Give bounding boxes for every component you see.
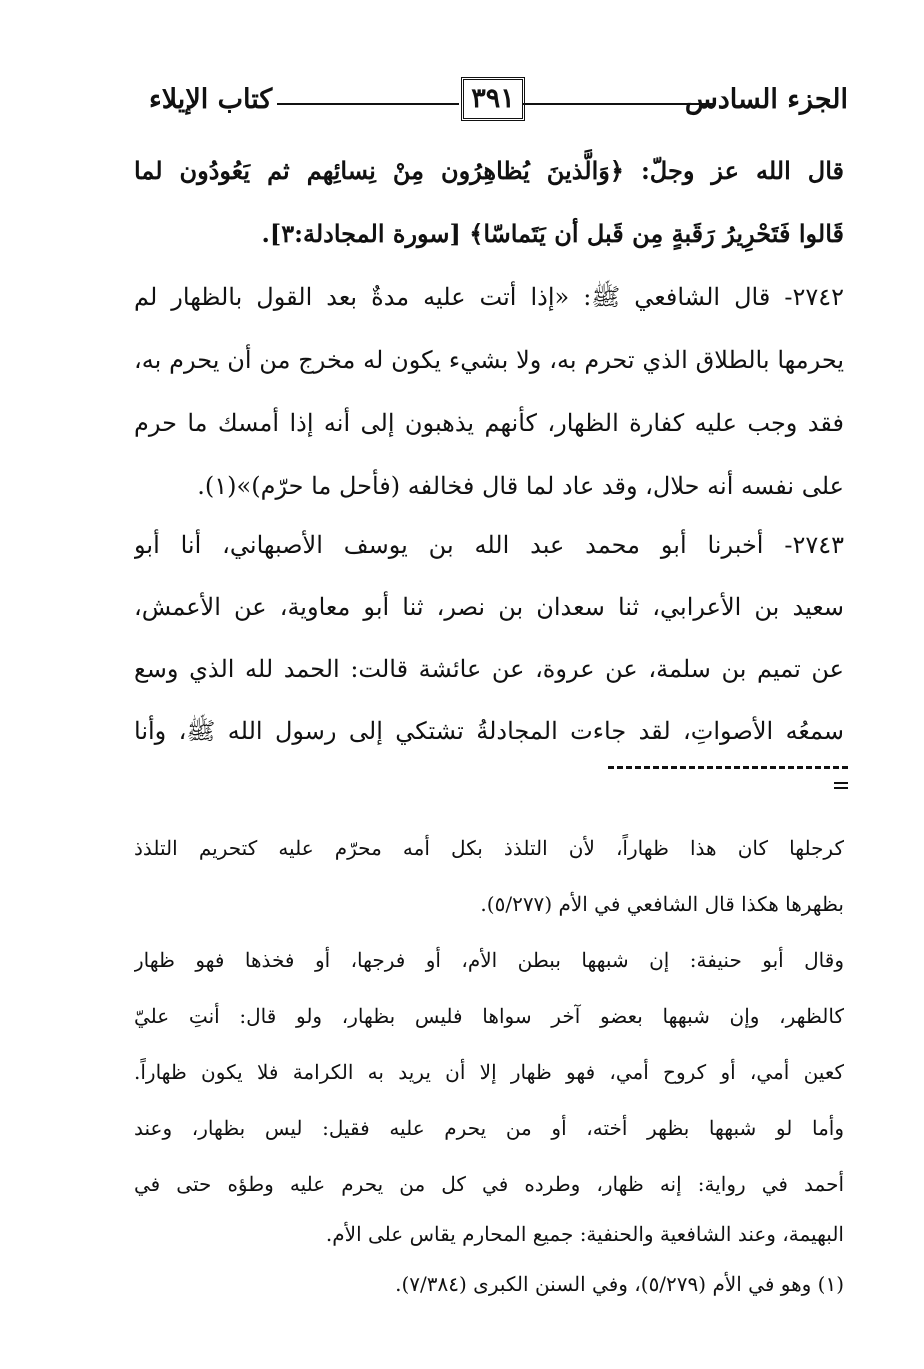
paragraph-2743-line: عن تميم بن سلمة، عن عروة، عن عائشة قالت: الحمد لله الذي وسع: [134, 655, 844, 683]
quran-line: قَالوا فَتَحْرِيرُ رَقَبةٍ مِن قَبل أن يَتَماسّا﴾ [سورة المجادلة:٣].: [261, 219, 844, 248]
continuation-mark: [834, 782, 848, 789]
footnote-separator: [608, 766, 848, 769]
paragraph-2742-line: فقد وجب عليه كفارة الظهار، كأنهم يذهبون إلى أنه إذا أمسك ما حرم: [134, 409, 844, 437]
footnote-line: البهيمة، وعند الشافعية والحنفية: جميع المحارم يقاس على الأم.: [325, 1222, 844, 1246]
paragraph-2743-line: ٢٧٤٣- أخبرنا أبو محمد عبد الله بن يوسف الأصبهاني، أنا أبو: [134, 531, 844, 559]
paragraph-2743-line: سعيد بن الأعرابي، ثنا سعدان بن نصر، ثنا أبو معاوية، عن الأعمش،: [134, 593, 844, 621]
footnote-line: أحمد في رواية: إنه ظهار، وطرده في كل من يحرم عليه وطؤه حتى في: [134, 1172, 844, 1196]
footnote-line: وقال أبو حنيفة: إن شبهها ببطن الأم، أو فرجها، أو فخذها فهو ظهار: [134, 948, 844, 972]
footnote-line: بظهرها هكذا قال الشافعي في الأم (٥/٢٧٧).: [480, 892, 844, 916]
paragraph-2742-line: يحرمها بالطلاق الذي تحرم به، ولا بشيء يكون له مخرج من أن يحرم به،: [134, 346, 844, 374]
footnote-line: وأما لو شبهها بظهر أخته، أو من يحرم عليه فقيل: ليس بظهار، وعند: [134, 1116, 844, 1140]
book-title: كتاب الإيلاء: [149, 84, 273, 115]
paragraph-2742-line: ٢٧٤٢- قال الشافعي ﷺ: «إذا أتت عليه مدةٌ بعد القول بالظهار لم: [134, 283, 844, 311]
volume-label: الجزء السادس: [684, 84, 848, 115]
paragraph-2742-line: على نفسه أنه حلال، وقد عاد لما قال فخالفه (فأحل ما حرّم)»(١).: [197, 472, 844, 500]
quran-line: قال الله عز وجلّ: ﴿وَالَّذينَ يُظاهِرُون مِنْ نِسائِهم ثم يَعُودُون لما: [134, 156, 844, 185]
header-rule-right: [522, 103, 714, 105]
header-rule-left: [277, 103, 459, 105]
paragraph-2743-line: سمعُه الأصواتِ، لقد جاءت المجادلةُ تشتكي إلى رسول الله ﷺ، وأنا: [134, 717, 844, 745]
footnote-line: كرجلها كان هذا ظهاراً، لأن التلذذ بكل أمه محرّم عليه كتحريم التلذذ: [134, 836, 844, 860]
footnote-1: (١) وهو في الأم (٥/٢٧٩)، وفي السنن الكبرى (٧/٣٨٤).: [395, 1272, 844, 1296]
footnote-line: كالظهر، وإن شبهها بعضو آخر سواها فليس بظهار، ولو قال: أنتِ عليّ: [134, 1004, 844, 1028]
page-number: ٣٩١: [461, 77, 525, 121]
footnote-line: كعين أمي، أو كروح أمي، فهو ظهار إلا أن يريد به الكرامة فلا يكون ظهاراً.: [134, 1060, 844, 1084]
